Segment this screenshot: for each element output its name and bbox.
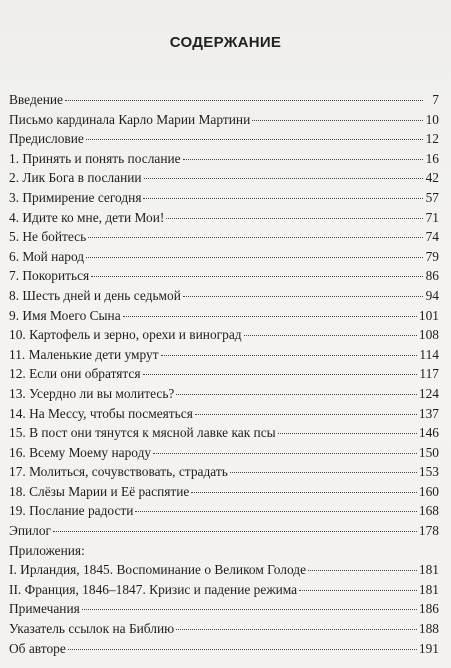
dot-leader xyxy=(68,648,417,650)
toc-entry xyxy=(9,582,439,602)
toc-entry-page: 153 xyxy=(418,464,439,480)
toc-entry-title: 11. Маленькие дети умрут xyxy=(9,346,159,362)
toc-entry-page: 160 xyxy=(418,483,439,499)
toc-entry xyxy=(9,464,439,484)
dot-leader xyxy=(252,119,423,121)
dot-leader xyxy=(88,236,423,238)
dot-leader xyxy=(65,99,423,101)
toc-entry-title: 9. Имя Моего Сына xyxy=(9,307,121,323)
toc-entry xyxy=(9,268,439,288)
dot-leader xyxy=(144,177,423,179)
toc-entry-page: 146 xyxy=(418,425,439,441)
toc-entry-title: 6. Мой народ xyxy=(9,248,85,264)
dot-leader xyxy=(153,452,417,454)
toc-entry xyxy=(9,151,439,171)
toc-entry-page: 191 xyxy=(418,640,439,656)
toc-entry xyxy=(9,484,439,504)
dot-leader xyxy=(191,491,417,493)
toc-entry-title: 1. Принять и понять послание xyxy=(9,150,181,166)
page-title: СОДЕРЖАНИЕ xyxy=(169,34,282,51)
toc-entry-page: 94 xyxy=(425,287,439,303)
toc-entry-title: 7. Покориться xyxy=(9,268,90,284)
toc-entry-page: 101 xyxy=(418,307,439,323)
dot-leader xyxy=(195,413,417,415)
toc-entry-title: 15. В пост они тянутся к мясной лавке как псы xyxy=(9,425,276,441)
toc-entry-title: 5. Не бойтесь xyxy=(9,229,87,245)
toc-entry-page: 178 xyxy=(418,523,439,539)
toc-entry xyxy=(9,641,439,661)
dot-leader xyxy=(278,432,417,434)
dot-leader xyxy=(166,217,423,219)
toc-entry-page: 168 xyxy=(418,503,439,519)
toc-entry-title: Письмо кардинала Карло Марии Мартини xyxy=(9,111,251,127)
toc-entry-title: 18. Слёзы Марии и Её распятие xyxy=(9,483,190,499)
dot-leader xyxy=(86,138,423,140)
dot-leader xyxy=(135,510,416,512)
toc-entry-title: Введение xyxy=(9,92,63,107)
toc-entry-title: 13. Усердно ли вы молитесь? xyxy=(9,385,175,401)
dot-leader xyxy=(143,197,423,199)
toc-entry-title: Предисловие xyxy=(9,131,84,147)
toc-entry xyxy=(9,249,439,269)
dot-leader xyxy=(299,589,417,591)
toc-entry xyxy=(9,170,439,190)
toc-entry-page: 57 xyxy=(425,189,439,205)
toc-entry-page: 108 xyxy=(418,327,439,343)
toc-entry xyxy=(9,621,439,641)
toc-entry-title: 12. Если они обратятся xyxy=(9,366,141,382)
toc-entry-title: 17. Молиться, сочувствовать, страдать xyxy=(9,464,228,480)
toc-entry-page: 117 xyxy=(419,366,439,382)
dot-leader xyxy=(86,256,423,258)
dot-leader xyxy=(308,569,417,571)
toc-entry-page: 188 xyxy=(418,621,439,637)
toc-entry xyxy=(9,131,439,151)
toc-entry xyxy=(9,601,439,621)
dot-leader xyxy=(183,295,423,297)
toc-entry xyxy=(9,190,439,210)
toc-entry-title: 10. Картофель и зерно, орехи и виноград xyxy=(9,327,242,343)
toc-entry-title: Указатель ссылок на Библию xyxy=(9,621,175,637)
toc-entry-page: 79 xyxy=(425,248,439,264)
toc-entry xyxy=(9,112,439,132)
toc-entry-title: Примечания xyxy=(9,601,80,617)
dot-leader xyxy=(161,354,418,356)
toc-entry-page: 7 xyxy=(432,92,439,107)
toc-entry xyxy=(9,386,439,406)
toc-entry xyxy=(9,445,439,465)
toc-entry-page: 114 xyxy=(419,346,439,362)
toc-entry xyxy=(9,523,439,543)
toc-entry-page: 86 xyxy=(425,268,439,284)
toc-entry-page: 71 xyxy=(425,209,439,225)
toc-entry-title: 3. Примирение сегодня xyxy=(9,189,142,205)
dot-leader xyxy=(123,315,417,317)
toc-entry-title: Об авторе xyxy=(9,640,66,656)
dot-leader xyxy=(183,158,423,160)
toc-entry-title: I. Ирландия, 1845. Воспоминание о Великом Голоде xyxy=(9,562,307,578)
toc-entry-title: 19. Послание радости xyxy=(9,503,134,519)
dot-leader xyxy=(143,373,418,375)
dot-leader xyxy=(91,275,423,277)
toc-entry xyxy=(9,229,439,249)
toc-entry-page: 150 xyxy=(418,444,439,460)
dot-leader xyxy=(176,628,417,630)
toc-entry xyxy=(9,92,439,112)
toc-entry-page: 74 xyxy=(425,229,439,245)
toc-entry xyxy=(9,562,439,582)
table-of-contents xyxy=(9,92,439,660)
toc-entry xyxy=(9,366,439,386)
toc-entry-page: 181 xyxy=(418,581,439,597)
toc-entry-title: 14. На Мессу, чтобы посмеяться xyxy=(9,405,193,421)
dot-leader xyxy=(176,393,417,395)
toc-entry xyxy=(9,288,439,308)
toc-entry-title: 4. Идите ко мне, дети Мои! xyxy=(9,209,165,225)
toc-entry-title: 2. Лик Бога в послании xyxy=(9,170,142,186)
toc-entry-page: 124 xyxy=(418,385,439,401)
toc-entry xyxy=(9,406,439,426)
toc-entry xyxy=(9,503,439,523)
toc-entry-title: 8. Шесть дней и день седьмой xyxy=(9,287,181,303)
toc-entry-page: 181 xyxy=(418,562,439,578)
toc-entry-page: 137 xyxy=(418,405,439,421)
dot-leader xyxy=(244,334,417,336)
toc-entry xyxy=(9,308,439,328)
toc-entry-title: 16. Всему Моему народу xyxy=(9,444,152,460)
dot-leader xyxy=(53,530,417,532)
toc-entry-title: Эпилог xyxy=(9,523,52,539)
toc-entry-title: II. Франция, 1846–1847. Кризис и падение режима xyxy=(9,581,298,597)
toc-entry xyxy=(9,425,439,445)
toc-entry xyxy=(9,210,439,230)
toc-entry-page: 186 xyxy=(418,601,439,617)
dot-leader xyxy=(82,608,417,610)
toc-entry-page: 12 xyxy=(425,131,439,147)
toc-entry-title: Приложения: xyxy=(9,542,85,558)
toc-entry xyxy=(9,347,439,367)
toc-entry-page: 42 xyxy=(425,170,439,186)
toc-entry-page: 10 xyxy=(425,111,439,127)
toc-entry xyxy=(9,543,439,563)
toc-entry xyxy=(9,327,439,347)
toc-entry-page: 16 xyxy=(425,150,439,166)
dot-leader xyxy=(230,471,417,473)
